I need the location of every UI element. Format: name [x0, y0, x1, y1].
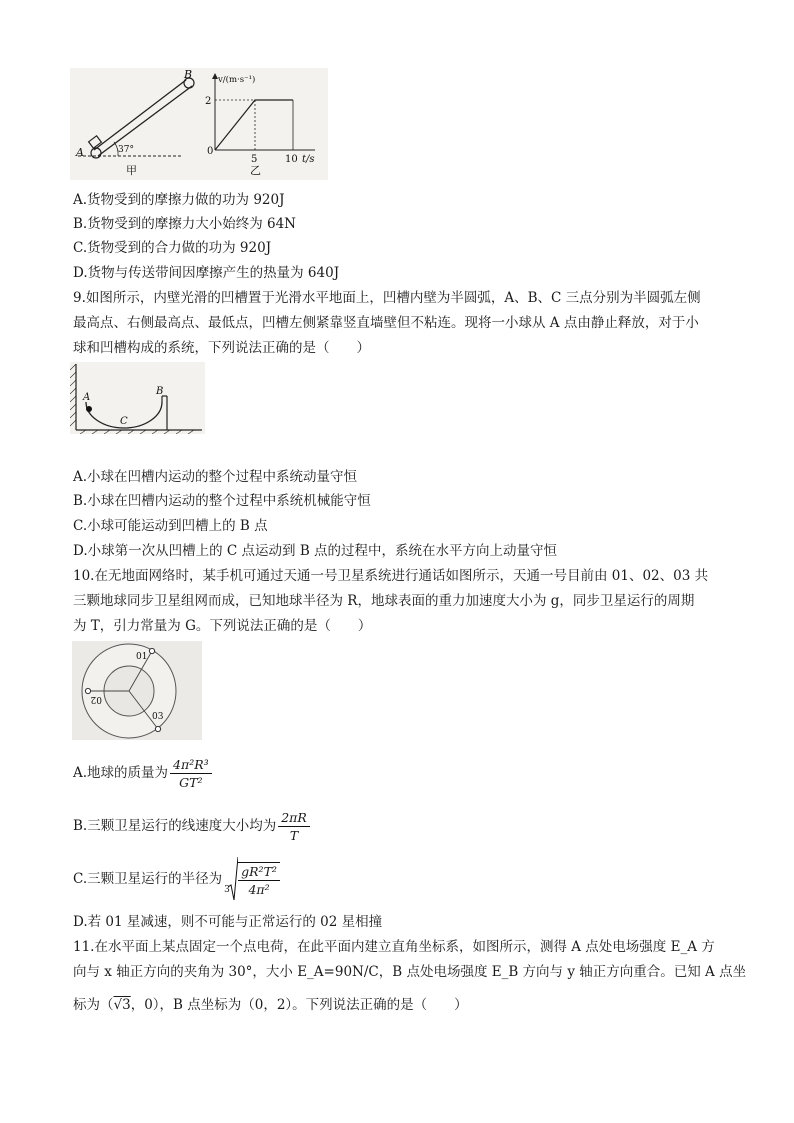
q10-option-a-text: A.地球的质量为 [73, 765, 169, 781]
label-b: B [156, 386, 164, 397]
fraction-denominator: T [289, 828, 299, 843]
label-02: 02 [90, 694, 102, 704]
q9-stem-line-3: 球和凹槽构成的系统，下列说法正确的是（ ） [73, 340, 370, 356]
wall-hatching [70, 364, 76, 426]
label-03: 03 [152, 712, 164, 722]
q8-option-b: B.货物受到的摩擦力大小始终为 64N [73, 216, 296, 232]
q9-option-b: B.小球在凹槽内运动的整个过程中系统机械能守恒 [73, 493, 371, 509]
velocity-line [215, 100, 293, 150]
q11-stem-line-3a: 标为（ [73, 997, 114, 1013]
q10-figure [72, 641, 202, 740]
satellite-02 [85, 688, 90, 693]
y-axis-label: v/(m·s⁻¹) [218, 75, 256, 85]
q9-option-d: D.小球第一次从凹槽上的 C 点运动到 B 点的过程中，系统在水平方向上动量守恒 [73, 543, 558, 559]
satellite-orbit-diagram [72, 641, 202, 740]
origin-label: 0 [207, 146, 214, 157]
q11-stem-line-3 [73, 995, 468, 1015]
conveyor-and-vt-graph [70, 68, 328, 180]
label-01: 01 [136, 652, 148, 662]
q10-option-b-text: B.三颗卫星运行的线速度大小均为 [73, 818, 277, 834]
q10-stem-line-1: 10.在无地面网络时，某手机可通过天通一号卫星系统进行通话如图所示，天通一号目前由 01、02、03 共 [73, 568, 709, 584]
caption-jia: 甲 [126, 164, 137, 177]
q10-option-b-fraction [278, 809, 310, 844]
radical-sign-icon [228, 857, 238, 901]
q8-option-d: D.货物与传送带间因摩擦产生的热量为 640J [73, 265, 340, 281]
q10-option-c-text: C.三颗卫星运行的半径为 [73, 871, 223, 887]
q8-option-c: C.货物受到的合力做的功为 920J [73, 240, 272, 256]
fraction-numerator: gR²T² [238, 863, 280, 881]
q10-option-c-fraction [238, 862, 280, 898]
sqrt-three: √3 [113, 997, 131, 1013]
satellite-03 [155, 726, 160, 731]
q9-stem-line-1: 9.如图所示，内壁光滑的凹槽置于光滑水平地面上，凹槽内壁为半圆弧，A、B、C 三点分别为半圆弧左侧 [73, 290, 701, 306]
q9-option-c: C.小球可能运动到凹槽上的 B 点 [73, 518, 268, 534]
floor-hatching [80, 430, 194, 434]
groove-diagram [70, 362, 205, 434]
q10-option-d: D.若 01 星减速，则不可能与正常运行的 02 星相撞 [73, 914, 383, 930]
label-a: A [76, 146, 84, 159]
q9-option-a: A.小球在凹槽内运动的整个过程中系统动量守恒 [73, 469, 358, 485]
q10-option-c [73, 856, 280, 903]
label-c: C [120, 416, 128, 427]
y-tick-2: 2 [205, 96, 212, 107]
q9-stem-line-2: 最高点、右侧最高点、最低点，凹槽左侧紧靠竖直墙壁但不粘连。现将一小球从 A 点由静止释放，对于小 [73, 315, 699, 331]
ball [86, 406, 92, 412]
label-b: B [184, 68, 193, 81]
fraction-numerator: 4π²R³ [170, 756, 212, 774]
q10-option-a [73, 753, 212, 793]
q9-figure [70, 362, 205, 434]
q10-option-b [73, 806, 310, 846]
fraction-denominator: GT² [179, 775, 203, 790]
q8-figure [70, 68, 328, 180]
fraction-denominator: 4π² [248, 882, 270, 897]
fraction-numerator: 2πR [278, 809, 310, 827]
q10-stem-line-2: 三颗地球同步卫星组网而成，已知地球半径为 R，地球表面的重力加速度大小为 g，同步卫星运行的周期 [73, 593, 695, 609]
q11-stem-line-2: 向与 x 轴正方向的夹角为 30°，大小 E_A=90N/C，B 点处电场强度 E_B 方向与 y 轴正方向重合。已知 A 点坐 [73, 964, 747, 980]
belt-upper [98, 86, 192, 156]
q11-stem-line-3b: ，0），B 点坐标为（0，2）。下列说法正确的是（ ） [130, 997, 468, 1013]
q10-stem-line-3: 为 T，引力常量为 G。下列说法正确的是（ ） [73, 618, 372, 634]
x-axis-label: t/s [302, 154, 315, 165]
cube-root [224, 857, 280, 903]
q10-option-a-fraction [170, 756, 212, 791]
belt-lower [94, 80, 186, 150]
satellite-01 [149, 648, 154, 653]
angle-label: 37° [118, 145, 134, 155]
caption-yi: 乙 [250, 164, 261, 177]
root-index: 3 [224, 884, 230, 895]
q8-option-a: A.货物受到的摩擦力做的功为 920J [73, 192, 285, 208]
label-a: A [83, 392, 91, 403]
x-tick-5: 5 [251, 154, 258, 165]
x-tick-10: 10 [285, 154, 298, 165]
q11-stem-line-1: 11.在水平面上某点固定一个点电荷，在此平面内建立直角坐标系，如图所示，测得 A 点处电场强度 E_A 方 [73, 939, 715, 955]
